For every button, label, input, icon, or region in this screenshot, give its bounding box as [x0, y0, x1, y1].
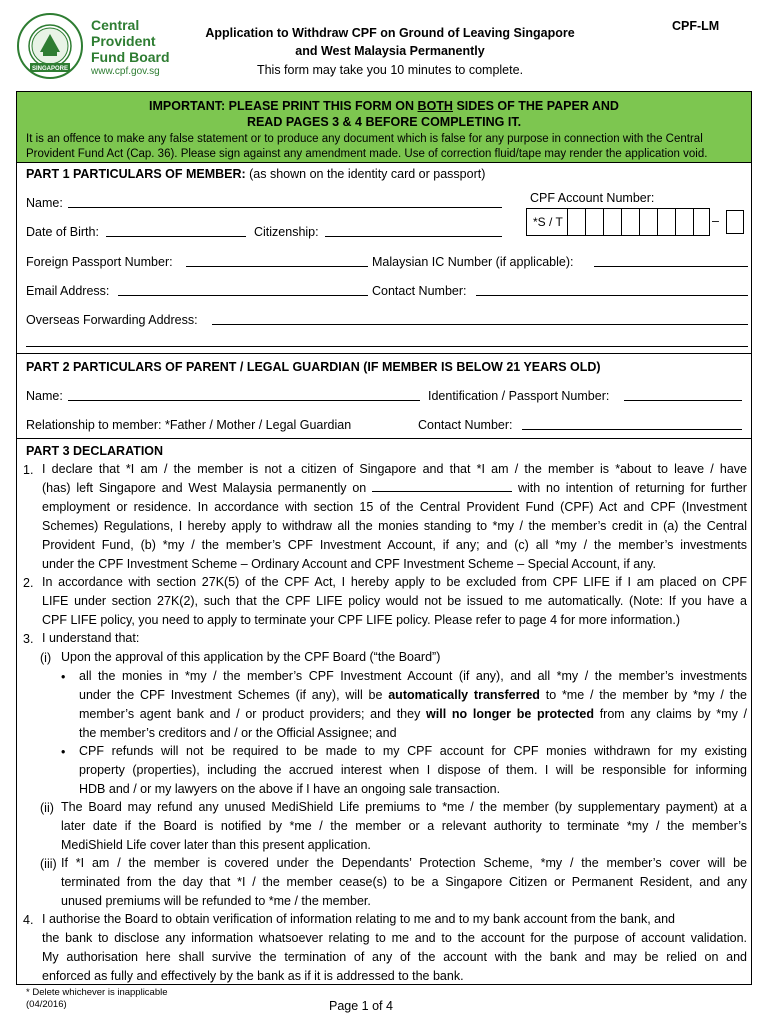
account-digit-box[interactable] [639, 209, 657, 235]
seal-bottom-text: SINGAPORE [31, 66, 69, 72]
overseas-address-field-line1[interactable] [212, 324, 748, 325]
sub-item-i-bullet-1: all the monies in *my / the member’s CPF Investment Account (if any), and all *my / the member’s investments under the CPF Investment Schemes (if any), will be automatically transferred to *me / the member by *my / the member’s agent bank and / or product providers; and they will no longer be protected from any claims by *my / the member’s creditors and / or the Official Assignee; and [79, 669, 748, 740]
passport-label: Foreign Passport Number: [26, 255, 173, 269]
passport-field[interactable] [186, 266, 368, 267]
part2-heading: PART 2 PARTICULARS OF PARENT / LEGAL GUARDIAN (IF MEMBER IS BELOW 21 YEARS OLD) [26, 360, 601, 374]
leave-date-field[interactable] [372, 479, 512, 492]
form-subtitle: This form may take you 10 minutes to complete. [256, 63, 524, 77]
sub-item-i-bullet-2: CPF refunds will not be required to be made to my CPF account for CPF monies withdrawn for my existing property (properties), including the accrued interest when I dispose of them. I will be responsible for informing HDB and / or my lawyers on the above if I have an ongoing sale transaction. [79, 744, 747, 796]
delete-inapplicable-note: * Delete whichever is inapplicable [26, 987, 168, 998]
overseas-address-label: Overseas Forwarding Address: [26, 313, 198, 327]
org-name-line2: Provident [91, 33, 156, 49]
account-digit-box[interactable] [657, 209, 675, 235]
sub-item-iii: If *I am / the member is covered under the Dependants’ Protection Scheme, *my / the member’s cover will be terminated from the day that *I / the member cease(s) to be a Singapore Citizen or Permanent Resident, and any unused premiums will be refunded to *me / the member. [61, 856, 747, 908]
relationship-label: Relationship to member: *Father / Mother / Legal Guardian [26, 418, 352, 432]
guardian-name-field[interactable] [68, 400, 420, 401]
account-dash: – [712, 214, 719, 228]
account-digit-box[interactable] [693, 209, 711, 235]
dob-field[interactable] [106, 236, 246, 237]
sub-item-iii-label: (iii) [40, 857, 57, 871]
item-number-4: 4. [23, 913, 34, 927]
part3-heading: PART 3 DECLARATION [26, 444, 164, 458]
part2-divider [17, 438, 751, 439]
guardian-contact-label: Contact Number: [418, 418, 513, 432]
sub-item-ii: The Board may refund any unused MediShield Life premiums to *me / the member (by supplementary payment) at a later date if the Board is notified by *me / the member or a relevant authority to terminate *my / the member’s MediShield Life cover later than this present application. [61, 800, 747, 852]
footer-note [26, 987, 168, 1011]
important-body: It is an offence to make any false statement or to produce any document which is false for any purpose in connection with the Central Provident Fund Act (Cap. 36). Please sign against any amendment made. Use of correction fluid/tape may render the application void. [26, 133, 708, 160]
malaysian-ic-label: Malaysian IC Number (if applicable): [372, 255, 574, 269]
member-name-field[interactable] [68, 207, 502, 208]
bullet-2: • [61, 745, 66, 759]
sub-item-i-label: (i) [40, 651, 52, 665]
part1-heading: PART 1 PARTICULARS OF MEMBER: (as shown on the identity card or passport) [26, 167, 486, 181]
account-digit-box[interactable] [585, 209, 603, 235]
overseas-address-field-line2[interactable] [26, 346, 748, 347]
form-title-line1: Application to Withdraw CPF on Ground of Leaving Singapore [205, 26, 575, 40]
org-name-line1: Central [91, 17, 140, 33]
email-field[interactable] [118, 295, 368, 296]
guardian-name-label: Name: [26, 389, 63, 403]
item-number-1: 1. [23, 463, 34, 477]
form-title-line2: and West Malaysia Permanently [295, 44, 485, 58]
citizenship-label: Citizenship: [254, 225, 319, 239]
account-check-letter-box[interactable] [726, 210, 744, 234]
org-name-line3: Fund Board [91, 49, 170, 65]
sub-item-i: Upon the approval of this application by the CPF Board (“the Board”) [61, 650, 441, 664]
org-url: www.cpf.gov.sg [91, 66, 160, 77]
form-version: (04/2016) [26, 999, 67, 1010]
declaration-item-1: I declare that *I am / the member is not a citizen of Singapore and that *I am / the member is *about to leave / have (has) left Singapore and West Malaysia permanently on with no intention of returning for further employment or residence. In accordance with section 15 of the Central Provident Fund (CPF) Act and CPF (Investment Schemes) Regulations, I hereby apply to withdraw all the monies standing to *my / the member’s credit in (a) the Central Provident Fund, (b) *my / the member’s CPF Investment Account, if any; and (c) all *my / the member’s investments under the CPF Investment Scheme – Ordinary Account and CPF Investment Scheme – Special Account, if any. [42, 462, 747, 571]
cpf-account-label: CPF Account Number: [530, 191, 655, 205]
email-label: Email Address: [26, 284, 110, 298]
account-prefix: *S / T [533, 215, 563, 229]
dob-label: Date of Birth: [26, 225, 99, 239]
form-title-block [180, 24, 600, 80]
member-name-label: Name: [26, 196, 63, 210]
contact-field[interactable] [476, 295, 748, 296]
declaration-item-4: I authorise the Board to obtain verification of information relating to me and to my bank account from the bank, and the bank to disclose any information whatsoever relating to me and to the account for the purpose of account validation. My authorisation here shall survive the termination of any of the account with the bank and may be relied on and enforced as fully and effectively by the bank as if it is addressed to the bank. [42, 912, 747, 983]
part1-divider [17, 353, 751, 354]
declaration-item-3-intro: I understand that: [42, 631, 140, 645]
declaration-item-2: In accordance with section 27K(5) of the CPF Act, I hereby apply to be excluded from CPF LIFE if I am placed on CPF LIFE under section 27K(2), such that the CPF LIFE policy would not be issued to me automatically. (Note: If you have a CPF LIFE policy, you need to apply to terminate your CPF LIFE policy. Please refer to page 4 for more information.) [42, 575, 747, 627]
bullet-1: • [61, 670, 66, 684]
account-digit-box[interactable] [621, 209, 639, 235]
important-heading-line1: IMPORTANT: PLEASE PRINT THIS FORM ON BOTH SIDES OF THE PAPER AND [149, 99, 619, 113]
item-number-3: 3. [23, 632, 34, 646]
important-heading-line2: READ PAGES 3 & 4 BEFORE COMPLETING IT. [246, 115, 522, 129]
form-code: CPF-LM [672, 19, 720, 33]
guardian-contact-field[interactable] [522, 429, 742, 430]
cpf-account-field[interactable] [526, 208, 710, 236]
account-digit-box[interactable] [603, 209, 621, 235]
cpf-logo [16, 12, 174, 82]
malaysian-ic-field[interactable] [594, 266, 748, 267]
citizenship-field[interactable] [325, 236, 502, 237]
guardian-id-field[interactable] [624, 400, 742, 401]
page-number: Page 1 of 4 [329, 999, 393, 1013]
important-banner [17, 92, 751, 163]
sub-item-ii-label: (ii) [40, 801, 54, 815]
account-digit-box[interactable] [567, 209, 585, 235]
cpf-seal-icon [16, 12, 84, 80]
guardian-id-label: Identification / Passport Number: [428, 389, 610, 403]
item-number-2: 2. [23, 576, 34, 590]
account-digit-box[interactable] [675, 209, 693, 235]
contact-label: Contact Number: [372, 284, 467, 298]
